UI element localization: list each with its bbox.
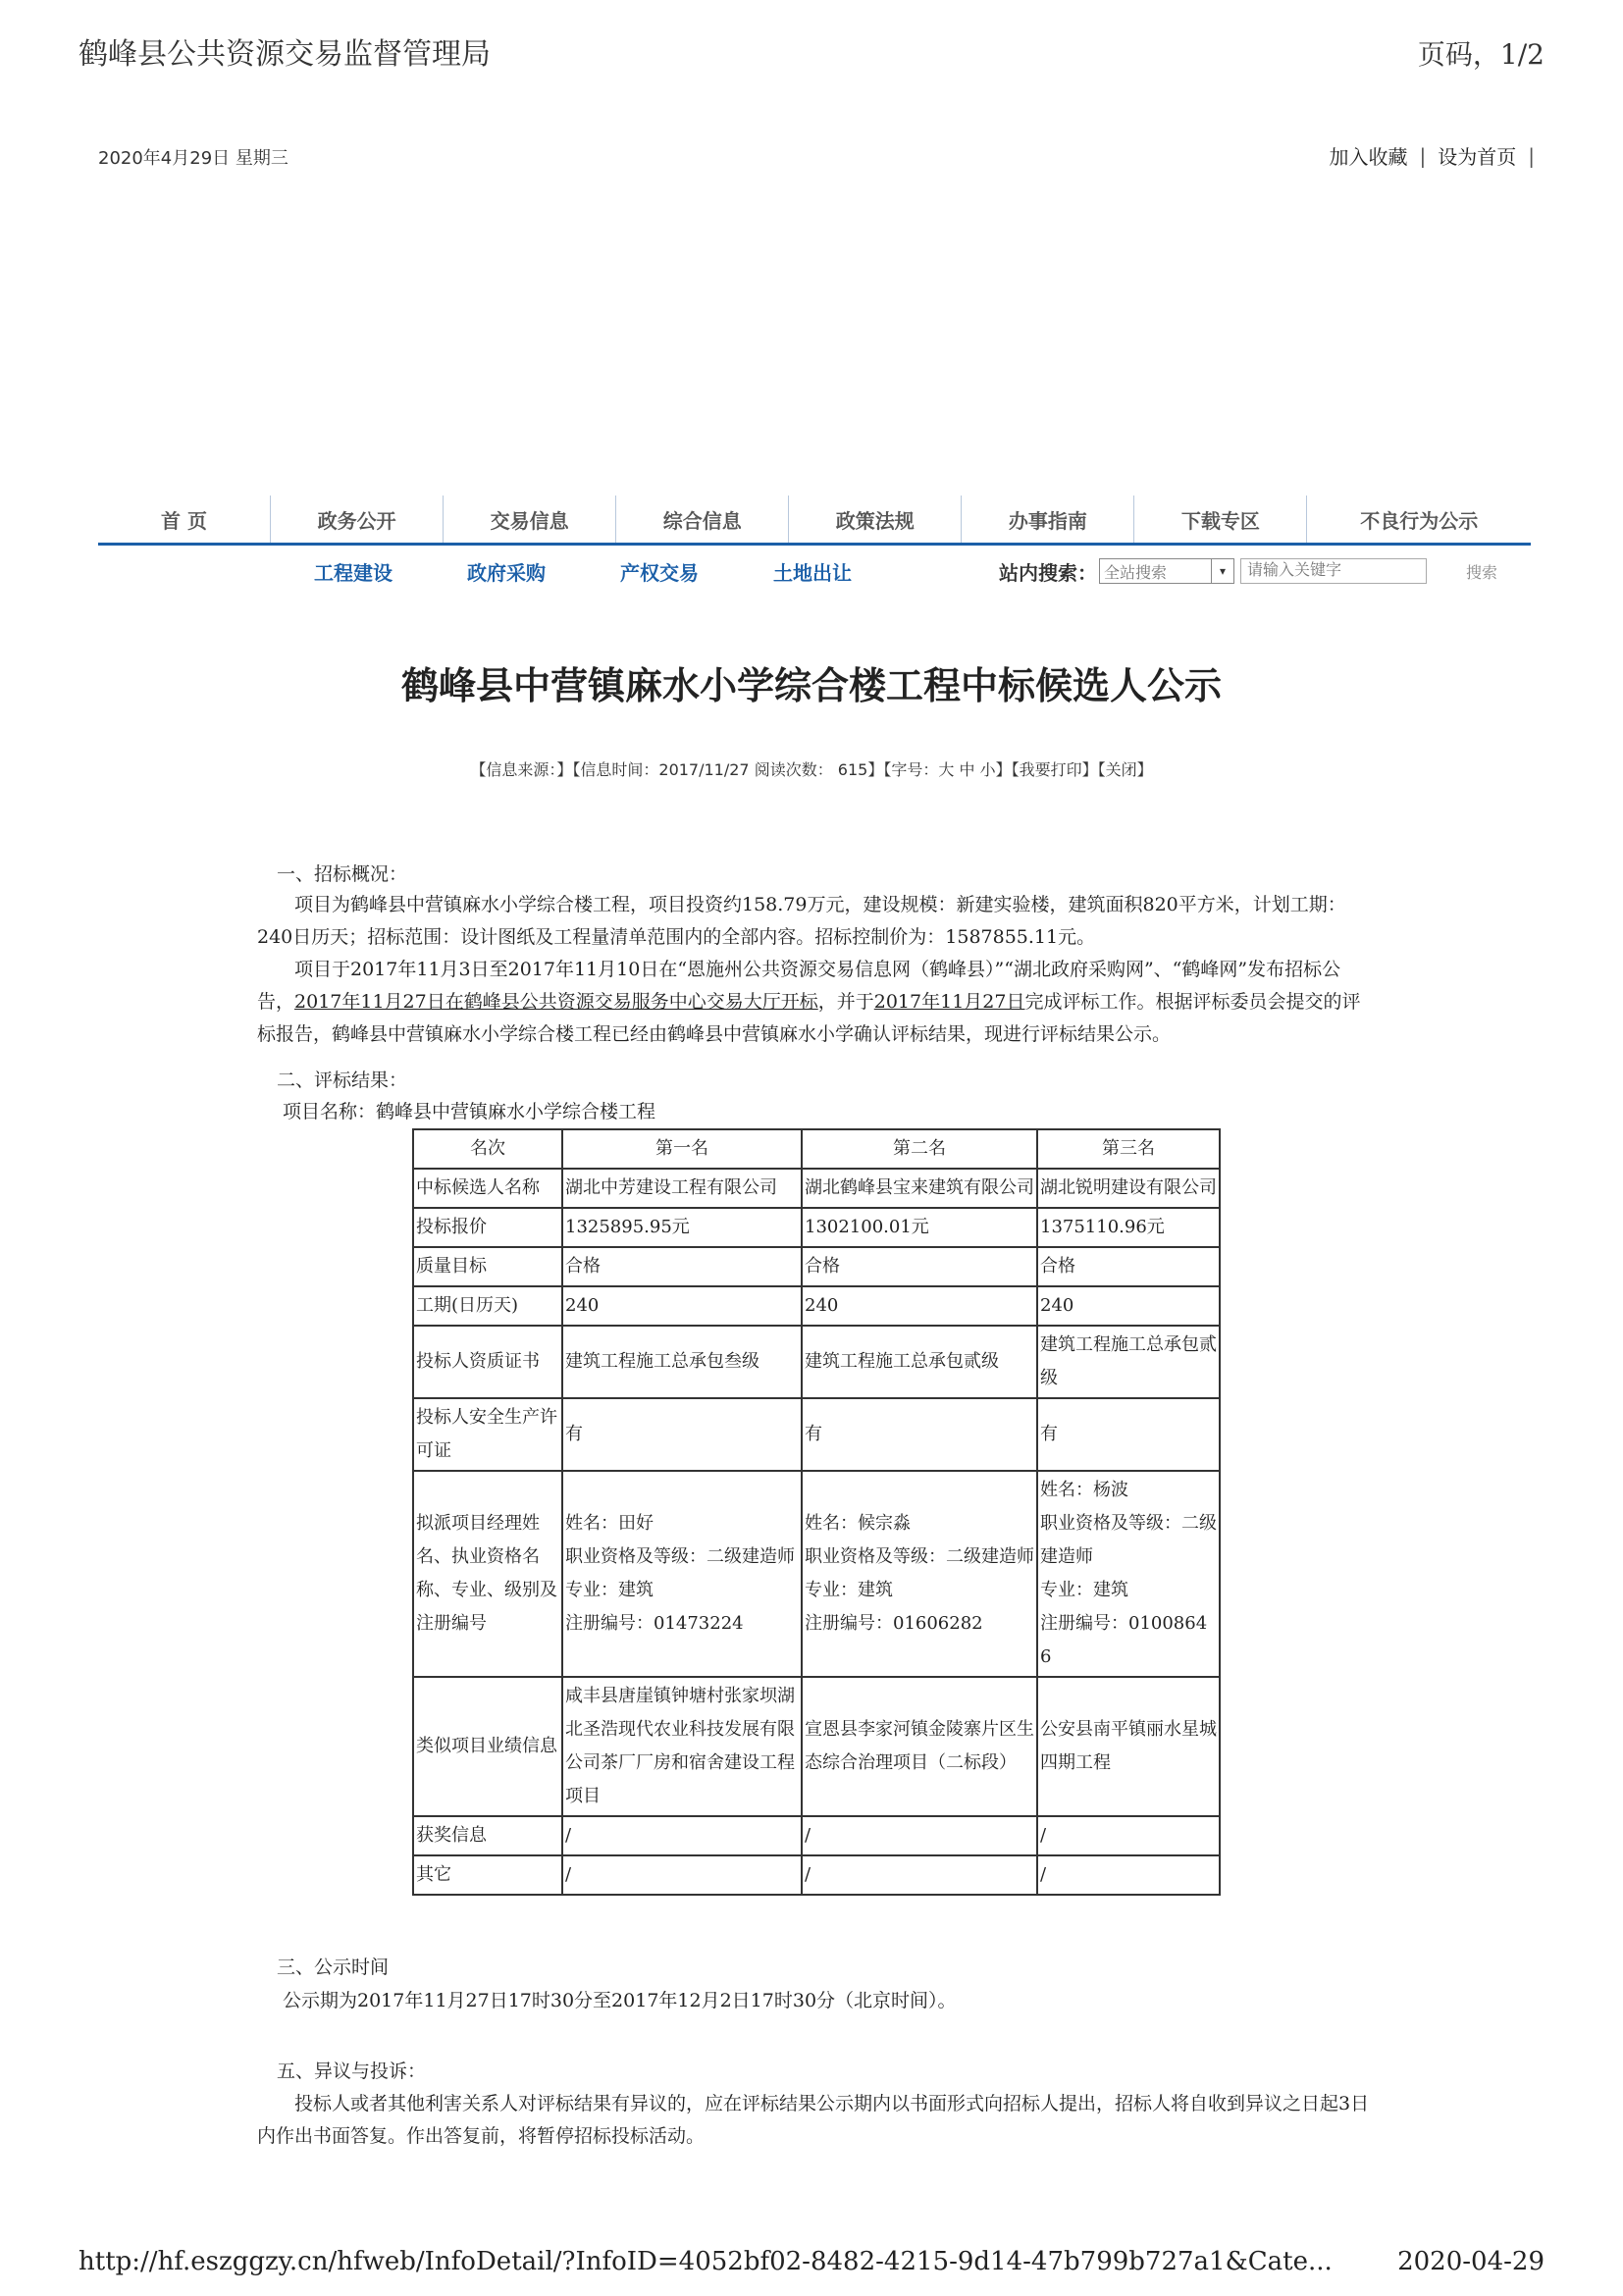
table-cell: / xyxy=(562,1816,802,1855)
table-cell: 1375110.96元 xyxy=(1037,1208,1220,1247)
font-size-small[interactable]: 小 xyxy=(979,760,996,779)
table-cell: 合格 xyxy=(562,1247,802,1286)
table-row xyxy=(413,1326,1220,1398)
font-size-suffix: 】 xyxy=(995,760,1012,779)
print-link[interactable]: 【我要打印】 xyxy=(1011,760,1098,779)
subnav-construction[interactable]: 工程建设 xyxy=(314,560,393,585)
print-header-org: 鹤峰县公共资源交易监督管理局 xyxy=(79,37,491,72)
nav-guide[interactable]: 办事指南 xyxy=(962,496,1134,543)
font-size-medium[interactable]: 中 xyxy=(959,760,975,779)
table-cell: 合格 xyxy=(802,1247,1037,1286)
page-title: 鹤峰县中营镇麻水小学综合楼工程中标候选人公示 xyxy=(400,664,1222,707)
add-favorite-link[interactable]: 加入收藏 xyxy=(1329,145,1408,169)
table-header-cell: 第二名 xyxy=(802,1129,1037,1169)
table-cell: 建筑工程施工总承包叁级 xyxy=(562,1326,802,1398)
divider: | xyxy=(1528,143,1535,168)
table-row xyxy=(413,1471,1220,1677)
table-row xyxy=(413,1208,1220,1247)
table-cell: 有 xyxy=(1037,1398,1220,1471)
table-cell: 1325895.95元 xyxy=(562,1208,802,1247)
para-2-eval-date: 2017年11月27日 xyxy=(873,991,1025,1013)
table-cell: 有 xyxy=(802,1398,1037,1471)
nav-general-info[interactable]: 综合信息 xyxy=(616,496,789,543)
section-2-heading: 二、评标结果： xyxy=(277,1070,408,1091)
table-cell: 公安县南平镇丽水星城四期工程 xyxy=(1037,1677,1220,1816)
nav-trade-info[interactable]: 交易信息 xyxy=(444,496,616,543)
table-cell: 投标报价 xyxy=(413,1208,562,1247)
table-cell: 湖北中芳建设工程有限公司 xyxy=(562,1169,802,1208)
table-header-cell: 名次 xyxy=(413,1129,562,1169)
table-cell: 类似项目业绩信息 xyxy=(413,1677,562,1816)
table-cell: 工期(日历天) xyxy=(413,1286,562,1326)
table-cell: 湖北锐明建设有限公司 xyxy=(1037,1169,1220,1208)
table-row xyxy=(413,1169,1220,1208)
table-header-row xyxy=(413,1129,1220,1169)
project-name: 项目名称：鹤峰县中营镇麻水小学综合楼工程 xyxy=(283,1101,656,1122)
table-cell: / xyxy=(562,1855,802,1895)
table-cell: 建筑工程施工总承包贰级 xyxy=(802,1326,1037,1398)
table-cell: 姓名：候宗淼 职业资格及等级：二级建造师 专业：建筑 注册编号：01606282 xyxy=(802,1471,1037,1677)
section-3-heading: 三、公示时间 xyxy=(277,1957,390,1978)
section-1-para-2 xyxy=(257,954,1376,1051)
table-cell: / xyxy=(802,1816,1037,1855)
chevron-down-icon: ▾ xyxy=(1211,559,1233,583)
section-1-para-1: 项目为鹤峰县中营镇麻水小学综合楼工程，项目投资约158.79万元，建设规模：新建实验楼，建筑面积820平方米，计划工期：240日历天；招标范围：设计图纸及工程量清单范围内的全部内容。招标控制价为：1587855.11元。 xyxy=(257,894,1346,948)
font-size-prefix: 【字号： xyxy=(883,760,939,779)
section-5-heading: 五、异议与投诉： xyxy=(277,2061,427,2082)
table-cell: 姓名：杨波 职业资格及等级：二级建造师 专业：建筑 注册编号：01008646 xyxy=(1037,1471,1220,1677)
search-scope-select[interactable] xyxy=(1099,558,1234,584)
table-row xyxy=(413,1677,1220,1816)
table-cell: 投标人安全生产许可证 xyxy=(413,1398,562,1471)
table-cell: 宣恩县李家河镇金陵寨片区生态综合治理项目（二标段） xyxy=(802,1677,1037,1816)
table-cell: 其它 xyxy=(413,1855,562,1895)
footer-date: 2020-04-29 xyxy=(1397,2247,1544,2276)
subnav-land[interactable]: 土地出让 xyxy=(773,560,852,585)
table-cell: 获奖信息 xyxy=(413,1816,562,1855)
table-row xyxy=(413,1286,1220,1326)
font-size-large[interactable]: 大 xyxy=(938,760,955,779)
section-3-para: 公示期为2017年11月27日17时30分至2017年12月2日17时30分（北京时间）。 xyxy=(283,1990,957,2011)
current-date: 2020年4月29日 星期三 xyxy=(98,148,288,169)
search-button[interactable]: 搜索 xyxy=(1466,562,1498,582)
table-row xyxy=(413,1816,1220,1855)
table-header-cell: 第三名 xyxy=(1037,1129,1220,1169)
table-cell: 240 xyxy=(562,1286,802,1326)
table-cell: / xyxy=(1037,1855,1220,1895)
section-5-para: 投标人或者其他利害关系人对评标结果有异议的，应在评标结果公示期内以书面形式向招标人提出，招标人将自收到异议之日起3日内作出书面答复。作出答复前，将暂停招标投标活动。 xyxy=(257,2093,1370,2147)
table-cell: 建筑工程施工总承包贰级 xyxy=(1037,1326,1220,1398)
para-2-open-date: 2017年11月27日在鹤峰县公共资源交易服务中心交易大厅开标 xyxy=(294,991,818,1013)
set-homepage-link[interactable]: 设为首页 xyxy=(1438,145,1517,169)
para-2-text-e: 完成评标工作。根据评标委员会提交的评标报告，鹤峰县中营镇麻水小学综合楼工程已经由鹤峰县中营镇麻水小学确认评标结果，现进行评标结果公示。 xyxy=(257,991,1361,1045)
table-cell: / xyxy=(1037,1816,1220,1855)
table-cell: / xyxy=(802,1855,1037,1895)
table-header-cell: 第一名 xyxy=(562,1129,802,1169)
subnav-property[interactable]: 产权交易 xyxy=(620,560,699,585)
table-cell: 咸丰县唐崖镇钟塘村张家坝湖北圣浩现代农业科技发展有限公司茶厂厂房和宿舍建设工程项目 xyxy=(562,1677,802,1816)
table-cell: 拟派项目经理姓名、执业资格名称、专业、级别及注册编号 xyxy=(413,1471,562,1677)
main-nav xyxy=(98,496,1531,546)
para-2-text-a: 项目于2017年11月3日至2017年11月10日在“恩施州公共资源交易信息网（鹤峰县）”“湖北政府采购网”、“鹤峰网”发布招标公告， xyxy=(257,959,1341,1013)
info-source: 【信息来源：】 xyxy=(470,760,573,779)
print-header-page: 页码，1/2 xyxy=(1417,38,1544,71)
search-scope-value: 全站搜索 xyxy=(1104,562,1168,582)
nav-home[interactable]: 首 页 xyxy=(98,496,271,543)
info-time: 【信息时间：2017/11/27 阅读次数： 615】 xyxy=(572,760,884,779)
result-table xyxy=(412,1128,1221,1896)
nav-bad-behavior[interactable]: 不良行为公示 xyxy=(1360,508,1479,533)
search-input[interactable] xyxy=(1240,558,1427,584)
table-row xyxy=(413,1855,1220,1895)
table-row xyxy=(413,1247,1220,1286)
subnav-procurement[interactable]: 政府采购 xyxy=(467,560,546,585)
sub-nav xyxy=(98,551,1531,591)
table-cell: 1302100.01元 xyxy=(802,1208,1037,1247)
table-cell: 投标人资质证书 xyxy=(413,1326,562,1398)
info-bar xyxy=(0,757,1623,780)
table-cell: 中标候选人名称 xyxy=(413,1169,562,1208)
divider: | xyxy=(1419,143,1427,168)
table-cell: 240 xyxy=(1037,1286,1220,1326)
table-cell: 湖北鹤峰县宝来建筑有限公司 xyxy=(802,1169,1037,1208)
table-row xyxy=(413,1398,1220,1471)
table-cell: 质量目标 xyxy=(413,1247,562,1286)
table-cell: 有 xyxy=(562,1398,802,1471)
close-link[interactable]: 【关闭】 xyxy=(1097,760,1153,779)
section-1-heading: 一、招标概况： xyxy=(277,863,408,885)
footer-url: http://hf.eszggzy.cn/hfweb/InfoDetail/?InfoID=4052bf02-8482-4215-9d14-47b799b727a1&Cate... xyxy=(79,2247,1333,2276)
table-cell: 240 xyxy=(802,1286,1037,1326)
nav-policy[interactable]: 政策法规 xyxy=(789,496,962,543)
table-cell: 姓名：田好 职业资格及等级：二级建造师 专业：建筑 注册编号：01473224 xyxy=(562,1471,802,1677)
search-label: 站内搜索： xyxy=(999,560,1097,585)
nav-government-affairs[interactable]: 政务公开 xyxy=(271,496,444,543)
nav-downloads[interactable]: 下载专区 xyxy=(1134,496,1307,543)
para-2-text-c: ，并于 xyxy=(817,991,874,1013)
top-links xyxy=(1330,141,1536,170)
table-cell: 合格 xyxy=(1037,1247,1220,1286)
